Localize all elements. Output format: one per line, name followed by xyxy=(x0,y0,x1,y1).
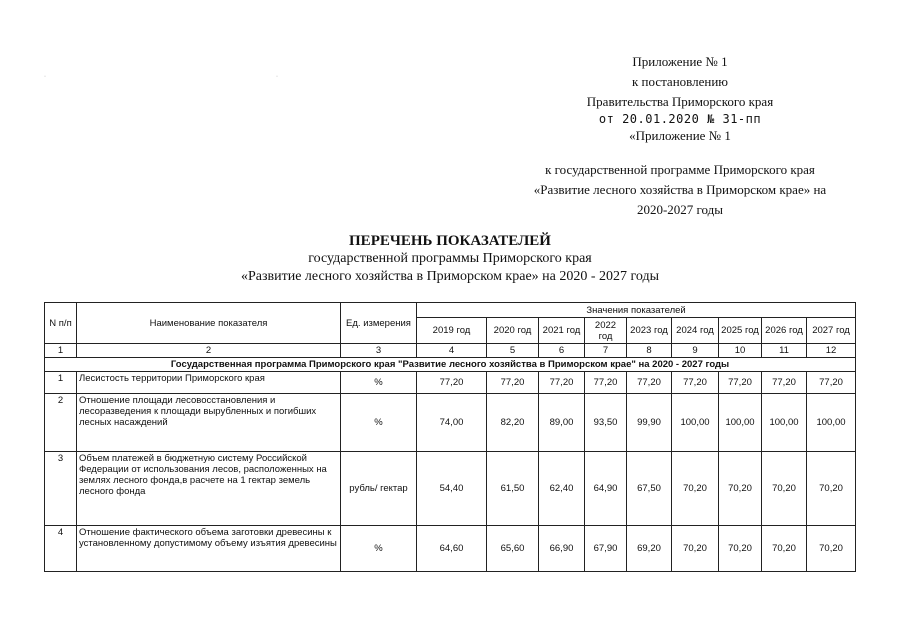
title-main: ПЕРЕЧЕНЬ ПОКАЗАТЕЛЕЙ xyxy=(349,233,551,249)
value-cell: 99,90 xyxy=(627,394,672,452)
header-year: 2027 год xyxy=(807,318,856,344)
column-number: 11 xyxy=(762,344,807,358)
value-cell: 70,20 xyxy=(672,452,719,526)
value-cell: 77,20 xyxy=(762,372,807,394)
value-cell: 70,20 xyxy=(672,526,719,572)
appendix-line: к постановлению xyxy=(631,74,729,89)
header-name: Наименование показателя xyxy=(77,303,341,344)
value-cell: 70,20 xyxy=(719,452,762,526)
column-number: 4 xyxy=(417,344,487,358)
indicator-unit: % xyxy=(341,394,417,452)
indicator-name: Отношение площади лесовосстановления и лесоразведения к площади вырубленных и погибших лесных насаждений xyxy=(77,394,341,452)
appendix-line: 2020-2027 годы xyxy=(636,202,724,217)
row-number: 2 xyxy=(45,394,77,452)
column-number: 9 xyxy=(672,344,719,358)
title-sub: «Развитие лесного хозяйства в Приморском крае» на 2020 - 2027 годы xyxy=(240,269,660,284)
title-sub: государственной программы Приморского края xyxy=(308,251,592,266)
column-number: 3 xyxy=(341,344,417,358)
value-cell: 61,50 xyxy=(487,452,539,526)
value-cell: 70,20 xyxy=(807,452,856,526)
value-cell: 67,50 xyxy=(627,452,672,526)
header-year: 2019 год xyxy=(417,318,487,344)
table-row xyxy=(45,452,856,526)
value-cell: 77,20 xyxy=(627,372,672,394)
value-cell: 54,40 xyxy=(417,452,487,526)
value-cell: 69,20 xyxy=(627,526,672,572)
column-number: 12 xyxy=(807,344,856,358)
header-year: 2023 год xyxy=(627,318,672,344)
indicator-name: Отношение фактического объема заготовки древесины к установленному допустимому объему изъятия древесины xyxy=(77,526,341,572)
header-year: 2024 год xyxy=(672,318,719,344)
appendix-line: «Приложение № 1 xyxy=(629,128,731,143)
indicator-name: Лесистость территории Приморского края xyxy=(77,372,341,394)
value-cell: 64,60 xyxy=(417,526,487,572)
table-row xyxy=(45,372,856,394)
value-cell: 64,90 xyxy=(585,452,627,526)
value-cell: 67,90 xyxy=(585,526,627,572)
value-cell: 70,20 xyxy=(719,526,762,572)
table-row xyxy=(45,394,856,452)
header-values: Значения показателей xyxy=(417,303,856,318)
column-number: 7 xyxy=(585,344,627,358)
appendix-line: к государственной программе Приморского края xyxy=(545,162,815,177)
header-row xyxy=(45,303,856,318)
value-cell: 77,20 xyxy=(417,372,487,394)
value-cell: 77,20 xyxy=(585,372,627,394)
row-number: 1 xyxy=(45,372,77,394)
header-year: 2022 год xyxy=(585,318,627,344)
header-unit: Ед. измерения xyxy=(341,303,417,344)
value-cell: 77,20 xyxy=(807,372,856,394)
section-title: Государственная программа Приморского края "Развитие лесного хозяйства в Приморском крае" на 2020 - 2027 годы xyxy=(45,358,856,372)
value-cell: 70,20 xyxy=(807,526,856,572)
row-number: 3 xyxy=(45,452,77,526)
decree-number: от 20.01.2020 № 31-пп xyxy=(598,112,762,126)
column-number: 5 xyxy=(487,344,539,358)
column-number: 10 xyxy=(719,344,762,358)
value-cell: 65,60 xyxy=(487,526,539,572)
appendix-header xyxy=(520,52,840,220)
header-year: 2020 год xyxy=(487,318,539,344)
value-cell: 74,00 xyxy=(417,394,487,452)
value-cell: 100,00 xyxy=(672,394,719,452)
header-year: 2025 год xyxy=(719,318,762,344)
value-cell: 82,20 xyxy=(487,394,539,452)
value-cell: 70,20 xyxy=(762,452,807,526)
appendix-line: Правительства Приморского края xyxy=(586,94,774,109)
column-number: 8 xyxy=(627,344,672,358)
column-number: 2 xyxy=(77,344,341,358)
document-title xyxy=(60,232,840,286)
indicator-name: Объем платежей в бюджетную систему Российской Федерации от использования лесов, расположенных на землях лесного фонда,в расчете на 1 гектар земель лесного фонда xyxy=(77,452,341,526)
value-cell: 100,00 xyxy=(807,394,856,452)
indicator-unit: рубль/ гектар xyxy=(341,452,417,526)
appendix-line: «Развитие лесного хозяйства в Приморском крае» на xyxy=(533,182,827,197)
column-number: 6 xyxy=(539,344,585,358)
value-cell: 66,90 xyxy=(539,526,585,572)
appendix-line: Приложение № 1 xyxy=(632,54,728,69)
value-cell: 100,00 xyxy=(762,394,807,452)
value-cell: 77,20 xyxy=(672,372,719,394)
value-cell: 77,20 xyxy=(539,372,585,394)
header-year: 2021 год xyxy=(539,318,585,344)
value-cell: 100,00 xyxy=(719,394,762,452)
value-cell: 70,20 xyxy=(762,526,807,572)
scan-mark: · xyxy=(276,74,278,80)
value-cell: 93,50 xyxy=(585,394,627,452)
table-row xyxy=(45,526,856,572)
indicator-unit: % xyxy=(341,372,417,394)
value-cell: 89,00 xyxy=(539,394,585,452)
indicator-unit: % xyxy=(341,526,417,572)
value-cell: 62,40 xyxy=(539,452,585,526)
row-number: 4 xyxy=(45,526,77,572)
header-year: 2026 год xyxy=(762,318,807,344)
column-number: 1 xyxy=(45,344,77,358)
section-row xyxy=(45,358,856,372)
header-num: N п/п xyxy=(45,303,77,344)
value-cell: 77,20 xyxy=(487,372,539,394)
indicators-table xyxy=(44,302,856,572)
value-cell: 77,20 xyxy=(719,372,762,394)
scan-mark: · xyxy=(44,74,46,80)
column-numbers-row xyxy=(45,344,856,358)
